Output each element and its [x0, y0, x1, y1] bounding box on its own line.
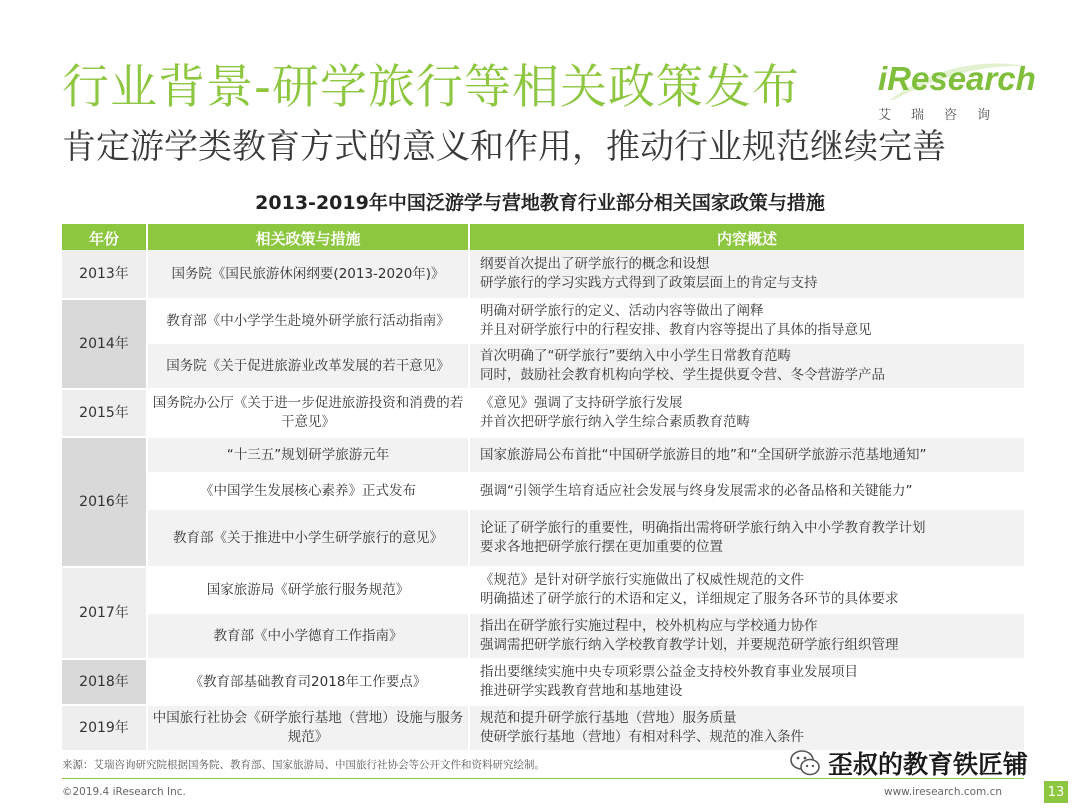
- policy-cell: [148, 438, 468, 472]
- policy-cell: [148, 390, 468, 436]
- policy-cell: [148, 568, 468, 612]
- logo-wordmark: iResearch: [878, 60, 1036, 97]
- content-line: 同时，鼓励社会教育机构向学校、学生提供夏令营、冬令营游学产品: [480, 367, 885, 383]
- content-line: 指出在研学旅行实施过程中，校外机构应与学校通力协作: [480, 618, 818, 634]
- policy-text: “十三五”规划研学旅游元年: [226, 446, 390, 463]
- content-cell: [470, 300, 1024, 342]
- content-cell: [470, 474, 1024, 508]
- content-cell: [470, 706, 1024, 750]
- content-line: 国家旅游局公布首批“中国研学旅游目的地”和“全国研学旅游示范基地通知”: [480, 446, 927, 463]
- year-cell: 2013年: [62, 250, 146, 298]
- content-line: 研学旅行的学习实践方式得到了政策层面上的肯定与支持: [480, 275, 818, 291]
- logo-chinese-name: 艾瑞咨询: [878, 108, 1011, 123]
- content-line: 《意见》强调了支持研学旅行发展: [480, 395, 683, 411]
- policy-cell: [148, 474, 468, 508]
- policy-text: 教育部《关于推进中小学生研学旅行的意见》: [173, 529, 443, 546]
- column-header-content: 内容概述: [470, 224, 1024, 252]
- website-url[interactable]: www.iresearch.com.cn: [884, 786, 1003, 798]
- content-cell: [470, 438, 1024, 472]
- content-line: 纲要首次提出了研学旅行的概念和设想: [480, 256, 710, 272]
- content-line: 规范和提升研学旅行基地（营地）服务质量: [480, 710, 737, 726]
- policy-text: 国务院《国民旅游休闲纲要(2013-2020年)》: [171, 265, 445, 282]
- copyright: ©2019.4 iResearch Inc.: [62, 786, 186, 798]
- policy-cell: [148, 250, 468, 298]
- year-cell: 2017年: [62, 568, 146, 658]
- policy-text: 中国旅行社协会《研学旅行基地（营地）设施与服务规范》: [152, 710, 464, 745]
- policy-cell: [148, 660, 468, 704]
- content-line: 首次明确了“研学旅行”要纳入中小学生日常教育范畴: [480, 348, 791, 364]
- content-line: 论证了研学旅行的重要性，明确指出需将研学旅行纳入中小学教育教学计划: [480, 520, 926, 536]
- policy-text: 国家旅游局《研学旅行服务规范》: [206, 581, 410, 598]
- content-line: 并且对研学旅行中的行程安排、教育内容等提出了具体的指导意见: [480, 322, 872, 338]
- watermark: [788, 746, 1028, 780]
- content-line: 使研学旅行基地（营地）有相对科学、规范的准入条件: [480, 729, 804, 745]
- page-subtitle: 肯定游学类教育方式的意义和作用，推动行业规范继续完善: [62, 127, 946, 167]
- source-note: 来源：艾瑞咨询研究院根据国务院、教育部、国家旅游局、中国旅行社协会等公开文件和资料研究绘制。: [62, 759, 545, 771]
- policy-text: 《中国学生发展核心素养》正式发布: [200, 482, 416, 499]
- page-title: 行业背景-研学旅行等相关政策发布: [62, 60, 800, 115]
- policy-cell: [148, 510, 468, 566]
- content-cell: [470, 660, 1024, 704]
- content-line: 明确描述了研学旅行的术语和定义，详细规定了服务各环节的具体要求: [480, 591, 899, 607]
- policy-cell: [148, 614, 468, 658]
- content-line: 强调“引领学生培育适应社会发展与终身发展需求的必备品格和关键能力”: [480, 482, 913, 499]
- watermark-text: 歪叔的教育铁匠铺: [828, 750, 1029, 779]
- content-cell: [470, 568, 1024, 612]
- year-cell: 2019年: [62, 706, 146, 750]
- policy-text: 教育部《中小学学生赴境外研学旅行活动指南》: [166, 312, 450, 329]
- wechat-icon: [788, 746, 822, 780]
- content-line: 并首次把研学旅行纳入学生综合素质教育范畴: [480, 414, 750, 430]
- policy-text: 《教育部基础教育司2018年工作要点》: [189, 673, 427, 690]
- content-line: 《规范》是针对研学旅行实施做出了权威性规范的文件: [480, 572, 804, 588]
- year-cell: 2014年: [62, 300, 146, 388]
- content-line: 强调需把研学旅行纳入学校教育教学计划，并要规范研学旅行组织管理: [480, 637, 899, 653]
- policy-text: 国务院办公厅《关于进一步促进旅游投资和消费的若干意见》: [152, 395, 464, 430]
- table-title: 2013-2019年中国泛游学与营地教育行业部分相关国家政策与措施: [255, 192, 825, 214]
- content-line: 明确对研学旅行的定义、活动内容等做出了阐释: [480, 303, 764, 319]
- iresearch-logo: [878, 60, 1036, 130]
- content-line: 推进研学实践教育营地和基地建设: [480, 683, 683, 699]
- policy-cell: [148, 706, 468, 750]
- content-cell: [470, 390, 1024, 436]
- content-line: 指出要继续实施中央专项彩票公益金支持校外教育事业发展项目: [480, 664, 858, 680]
- content-cell: [470, 250, 1024, 298]
- content-cell: [470, 510, 1024, 566]
- year-cell: 2015年: [62, 390, 146, 436]
- policy-text: 教育部《中小学德育工作指南》: [213, 627, 403, 644]
- content-cell: [470, 614, 1024, 658]
- content-line: 要求各地把研学旅行摆在更加重要的位置: [480, 539, 723, 555]
- policy-text: 国务院《关于促进旅游业改革发展的若干意见》: [166, 357, 450, 374]
- column-header-year: 年份: [62, 224, 146, 252]
- column-header-policy: 相关政策与措施: [148, 224, 468, 252]
- policy-cell: [148, 300, 468, 342]
- policy-cell: [148, 344, 468, 388]
- year-cell: 2016年: [62, 438, 146, 566]
- page-number: 13: [1044, 781, 1068, 803]
- year-cell: 2018年: [62, 660, 146, 704]
- content-cell: [470, 344, 1024, 388]
